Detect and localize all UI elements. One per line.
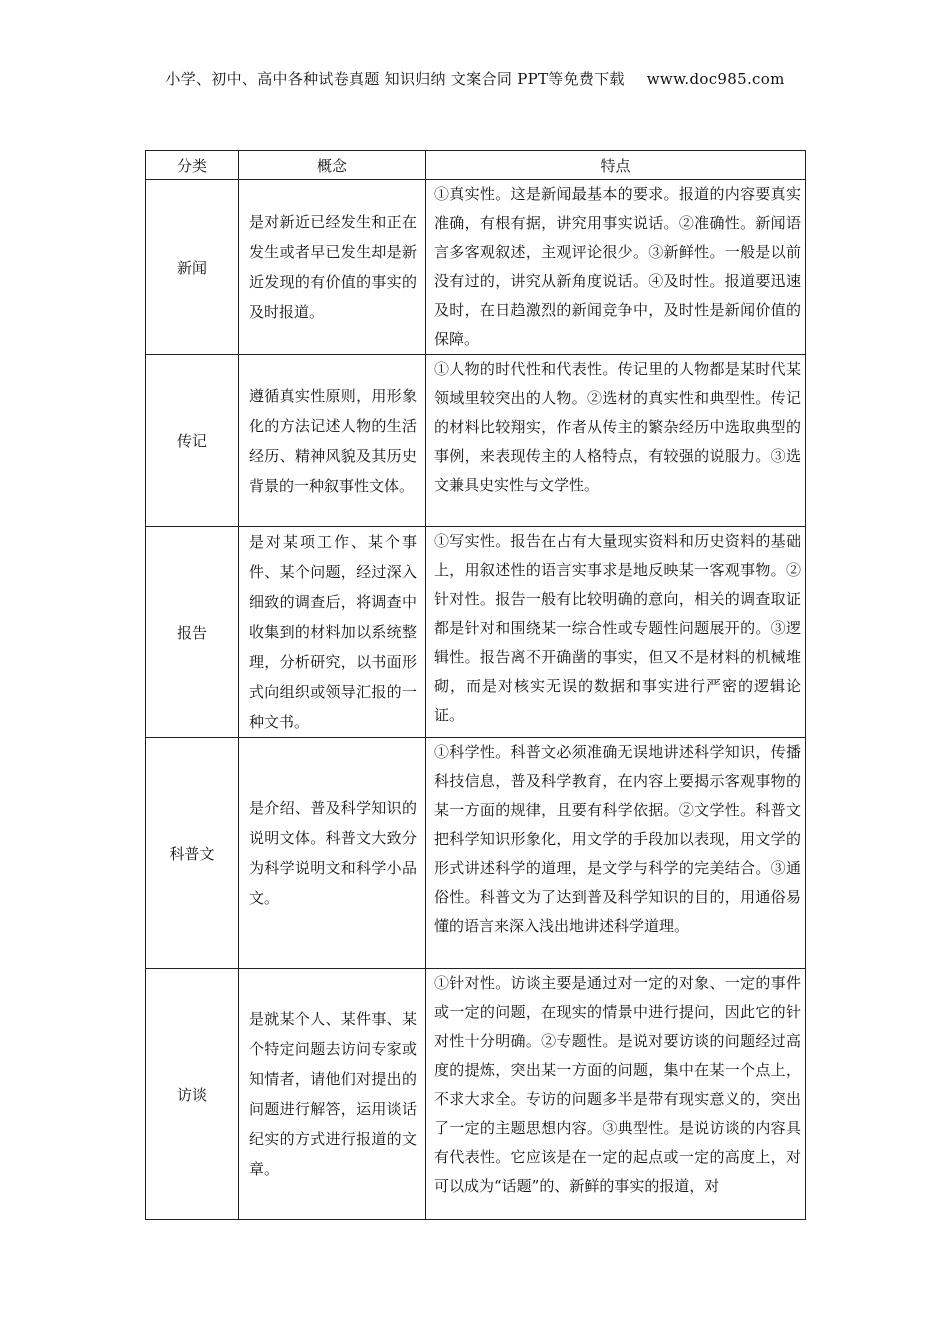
row-concept: 是对某项工作、某个事件、某个问题，经过深入细致的调查后，将调查中收集到的材料加以系统整理，分析研究，以书面形式向组织或领导汇报的一种文书。 xyxy=(239,527,426,738)
table-row xyxy=(146,969,806,1220)
table-row xyxy=(146,180,806,355)
row-features: ①针对性。访谈主要是通过对一定的对象、一定的事件或一定的问题，在现实的情景中进行提问，因此它的针对性十分明确。②专题性。是说对要访谈的问题经过高度的提炼，突出某一方面的问题，集中在某一个点上，不求大求全。专访的问题多半是带有现实意义的，突出了一定的主题思想内容。③典型性。是说访谈的内容具有代表性。它应该是在一定的起点或一定的高度上，对可以成为“话题”的、新鲜的事实的报道，对 xyxy=(434,974,801,1195)
table-header-row xyxy=(146,151,806,180)
table-row xyxy=(146,355,806,527)
row-category: 报告 xyxy=(146,527,239,738)
row-category: 新闻 xyxy=(146,180,239,355)
header-site[interactable]: www.doc985.com xyxy=(646,70,785,88)
row-category: 传记 xyxy=(146,355,239,527)
header-text: 小学、初中、高中各种试卷真题 知识归纳 文案合同 PPT等免费下载 xyxy=(165,70,625,88)
genre-table xyxy=(145,150,806,1220)
column-header-category: 分类 xyxy=(146,151,239,180)
column-header-features: 特点 xyxy=(426,151,806,180)
row-concept: 是就某个人、某件事、某个特定问题去访问专家或知情者，请他们对提出的问题进行解答，运用谈话纪实的方式进行报道的文章。 xyxy=(239,969,426,1220)
row-features: ①人物的时代性和代表性。传记里的人物都是某时代某领域里较突出的人物。②选材的真实性和典型性。传记的材料比较翔实，作者从传主的繁杂经历中选取典型的事例，来表现传主的人格特点，有较强的说服力。③选文兼具史实性与文学性。 xyxy=(426,355,806,527)
table-row xyxy=(146,527,806,738)
row-features: ①写实性。报告在占有大量现实资料和历史资料的基础上，用叙述性的语言实事求是地反映某一客观事物。②针对性。报告一般有比较明确的意向，相关的调查取证都是针对和围绕某一综合性或专题性问题展开的。③逻辑性。报告离不开确凿的事实，但又不是材料的机械堆砌，而是对核实无误的数据和事实进行严密的逻辑论证。 xyxy=(426,527,806,738)
row-concept: 是介绍、普及科学知识的说明文体。科普文大致分为科学说明文和科学小品文。 xyxy=(239,738,426,969)
page-header xyxy=(0,68,950,89)
row-concept: 遵循真实性原则，用形象化的方法记述人物的生活经历、精神风貌及其历史背景的一种叙事性文体。 xyxy=(239,355,426,527)
row-features-cell xyxy=(426,969,806,1220)
row-features: ①科学性。科普文必须准确无误地讲述科学知识，传播科技信息，普及科学教育，在内容上要揭示客观事物的某一方面的规律，且要有科学依据。②文学性。科普文把科学知识形象化，用文学的手段加以表现，用文学的形式讲述科学的道理，是文学与科学的完美结合。③通俗性。科普文为了达到普及科学知识的目的，用通俗易懂的语言来深入浅出地讲述科学道理。 xyxy=(426,738,806,969)
row-concept: 是对新近已经发生和正在发生或者早已发生却是新近发现的有价值的事实的及时报道。 xyxy=(239,180,426,355)
column-header-concept: 概念 xyxy=(239,151,426,180)
row-features: ①真实性。这是新闻最基本的要求。报道的内容要真实准确，有根有据，讲究用事实说话。②准确性。新闻语言多客观叙述，主观评论很少。③新鲜性。一般是以前没有过的，讲究从新角度说话。④及时性。报道要迅速及时，在日趋激烈的新闻竞争中，及时性是新闻价值的保障。 xyxy=(426,180,806,355)
row-category: 科普文 xyxy=(146,738,239,969)
table-row xyxy=(146,738,806,969)
row-category: 访谈 xyxy=(146,969,239,1220)
